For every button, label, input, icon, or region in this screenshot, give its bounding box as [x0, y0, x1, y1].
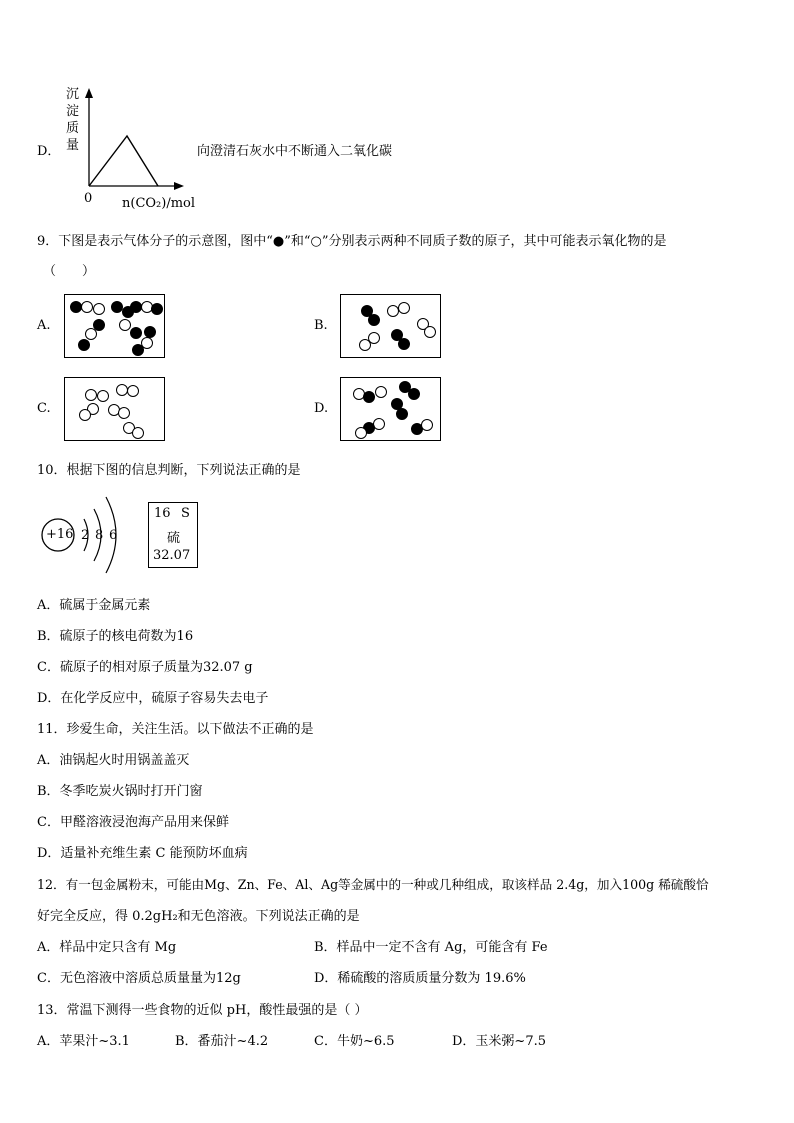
- atom-empty: [359, 339, 371, 351]
- atom-filled: [130, 327, 142, 339]
- q11-option-b: B．冬季吃炭火锅时打开门窗: [37, 784, 203, 799]
- q12-stem-line1: 12．有一包金属粉末，可能由Mg、Zn、Fe、Al、Ag等金属中的一种或几种组成，取该样品 2.4g，加入100g 稀硫酸恰: [37, 877, 709, 892]
- q11-option-d: D．适量补充维生素 C 能预防坏血病: [37, 846, 248, 861]
- nucleus-charge: +16: [46, 527, 74, 542]
- q12-option-b: B．样品中一定不含有 Ag，可能含有 Fe: [314, 940, 548, 955]
- atom-filled: [398, 338, 410, 350]
- q12-option-a: A．样品中定只含有 Mg: [37, 940, 177, 955]
- q9-label-d: D.: [314, 401, 329, 416]
- element-name: 硫: [167, 531, 181, 546]
- atom-empty: [85, 328, 97, 340]
- q13-stem: 13．常温下测得一些食物的近似 pH，酸性最强的是（ ）: [37, 1003, 368, 1018]
- q10-option-a: A．硫属于金属元素: [37, 598, 151, 613]
- q12-option-d: D．稀硫酸的溶质质量分数为 19.6%: [314, 971, 526, 986]
- graph-curve: [89, 136, 158, 186]
- shell-electrons-1: 2: [81, 528, 90, 543]
- shell-electrons-3: 6: [109, 528, 118, 543]
- q9-stem: 9．下图是表示气体分子的示意图，图中“●”和“○”分别表示两种不同质子数的原子，其中可能表示氧化物的是: [37, 234, 667, 249]
- q13-option-c: C．牛奶~6.5: [314, 1034, 395, 1049]
- atom-empty: [118, 407, 130, 419]
- q9-paren: （ ）: [43, 264, 96, 279]
- q11-stem: 11．珍爱生命，关注生活。以下做法不正确的是: [37, 722, 314, 737]
- element-card: [148, 502, 198, 568]
- q13-option-b: B．番茄汁~4.2: [175, 1034, 269, 1049]
- atom-empty: [97, 390, 109, 402]
- atomic-mass: 32.07: [153, 548, 191, 563]
- q9-label-c: C.: [37, 401, 51, 416]
- atomic-number: 16: [154, 506, 171, 521]
- precipitate-graph: [80, 88, 190, 194]
- q8-option-d-text: 向澄清石灰水中不断通入二氧化碳: [197, 144, 393, 159]
- q11-option-a: A．油锅起火时用锅盖盖灭: [37, 753, 190, 768]
- graph-origin: 0: [84, 191, 93, 206]
- atom-empty: [119, 319, 131, 331]
- q10-option-d: D．在化学反应中，硫原子容易失去电子: [37, 691, 269, 706]
- atom-filled: [368, 314, 380, 326]
- q10-option-c: C．硫原子的相对原子质量为32.07 g: [37, 660, 253, 675]
- atom-empty: [375, 386, 387, 398]
- q8-option-d-label: D．: [37, 144, 61, 159]
- q11-option-c: C．甲醛溶液浸泡海产品用来保鲜: [37, 815, 229, 830]
- atom-filled: [132, 344, 144, 356]
- q10-stem: 10．根据下图的信息判断，下列说法正确的是: [37, 463, 301, 478]
- atom-empty: [93, 303, 105, 315]
- q9-label-a: A.: [37, 318, 51, 333]
- atom-empty: [127, 385, 139, 397]
- atom-empty: [398, 302, 410, 314]
- graph-y-char: 量: [66, 138, 80, 153]
- atom-filled: [151, 303, 163, 315]
- atom-empty: [132, 427, 144, 439]
- q9-label-b: B.: [314, 318, 328, 333]
- atom-filled: [396, 408, 408, 420]
- q10-option-b: B．硫原子的核电荷数为16: [37, 629, 194, 644]
- q13-option-d: D．玉米粥~7.5: [452, 1034, 546, 1049]
- atom-empty: [424, 326, 436, 338]
- atom-empty: [81, 301, 93, 313]
- q9-box-c: [64, 377, 165, 441]
- graph-x-label: n(CO₂)/mol: [122, 196, 196, 211]
- graph-y-arrow: [85, 88, 93, 98]
- q12-option-c: C．无色溶液中溶质总质量量为12g: [37, 971, 241, 986]
- shell-electrons-2: 8: [95, 528, 104, 543]
- atom-filled: [78, 339, 90, 351]
- element-symbol: S: [181, 506, 190, 521]
- graph-y-char: 质: [66, 121, 80, 136]
- graph-y-char: 淀: [66, 104, 80, 119]
- q9-box-d: [340, 377, 441, 441]
- q9-box-b: [340, 294, 441, 358]
- atom-filled: [408, 388, 420, 400]
- q13-option-a: A．苹果汁~3.1: [37, 1034, 130, 1049]
- q9-box-a: [64, 294, 165, 358]
- atom-empty: [355, 427, 367, 439]
- atom-filled: [363, 391, 375, 403]
- graph-x-arrow: [174, 182, 184, 190]
- q12-stem-line2: 好完全反应，得 0.2gH₂和无色溶液。下列说法正确的是: [37, 909, 360, 924]
- atom-empty: [79, 409, 91, 421]
- atom-empty: [85, 389, 97, 401]
- graph-y-char: 沉: [66, 87, 80, 102]
- atom-empty: [421, 419, 433, 431]
